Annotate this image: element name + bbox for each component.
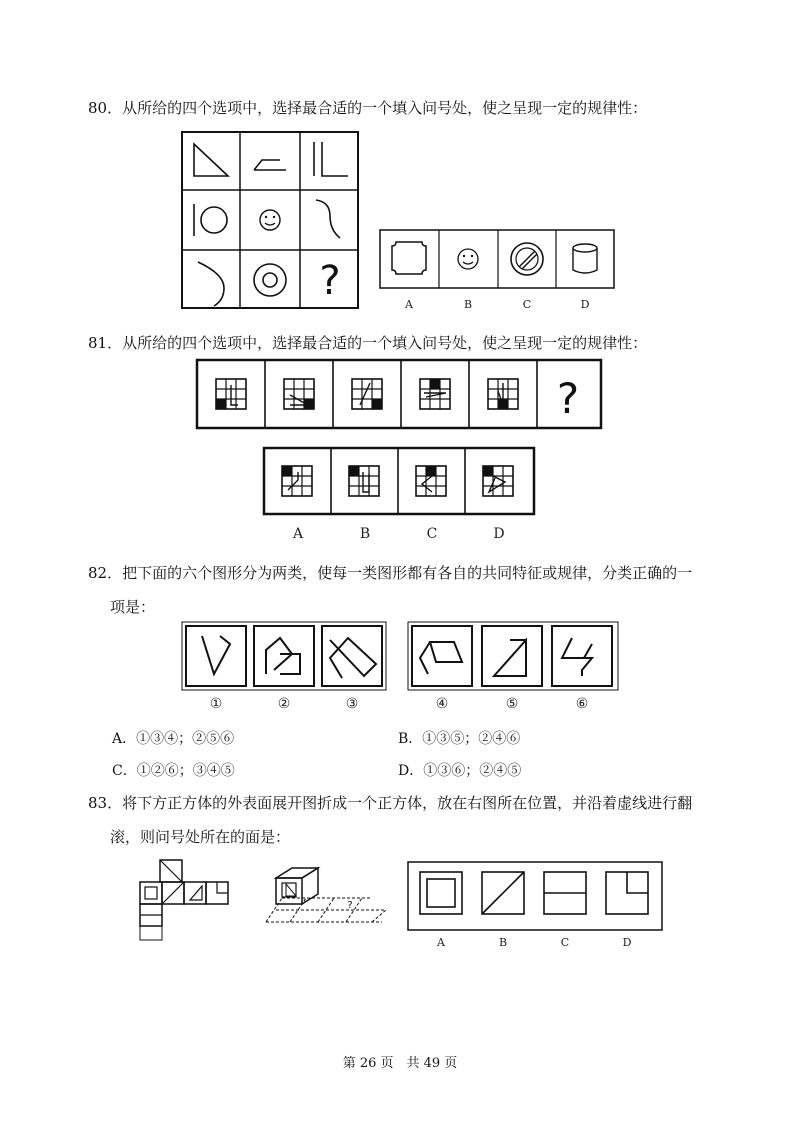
q81-sequence-cell-1 — [216, 379, 246, 409]
q82-stem-line1: 82．把下面的六个图形分为两类，使每一类图形都有各自的共同特征或规律，分类正确的一 — [88, 564, 693, 582]
q82-option-d[interactable]: D．①③⑥；②④⑤ — [398, 763, 522, 779]
q82-figures — [180, 618, 620, 714]
q81-sequence-cell-2 — [284, 379, 314, 409]
q82-figure-label-2: ② — [277, 696, 291, 712]
q80-grid-figure — [180, 130, 360, 310]
q83-option-label-d: D — [622, 936, 632, 949]
q81-option-label-a: A — [292, 526, 304, 542]
q82-option-b[interactable]: B．①③⑤；②④⑥ — [398, 731, 521, 747]
q81-sequence-cell-4 — [420, 379, 450, 409]
q81-sequence-figure — [195, 358, 605, 432]
q80-stem: 80．从所给的四个选项中，选择最合适的一个填入问号处，使之呈现一定的规律性： — [88, 99, 648, 117]
q82-figure-label-1: ① — [209, 696, 223, 712]
q81-option-label-d: D — [493, 526, 505, 542]
q82-figure-label-3: ③ — [345, 696, 359, 712]
q80-option-label-b: B — [463, 298, 473, 311]
q83-question-mark: ? — [347, 900, 353, 911]
q81-option-cell-b — [349, 466, 379, 496]
q81-option-cell-d — [483, 466, 513, 496]
q83-cube-rolling — [262, 862, 392, 938]
q82-figure-label-5: ⑤ — [505, 696, 519, 712]
q83-option-label-c: C — [560, 936, 570, 949]
q83-option-label-b: B — [498, 936, 508, 949]
q80-option-label-d: D — [580, 298, 590, 311]
q80-option-label-a: A — [405, 298, 413, 311]
q81-option-cell-a — [282, 466, 312, 496]
q81-option-cell-c — [416, 466, 446, 496]
q80-options-figure — [378, 228, 618, 312]
q82-figure-label-4: ④ — [435, 696, 449, 712]
q81-question-mark: ? — [556, 374, 580, 423]
q81-option-label-c: C — [426, 526, 438, 542]
q82-stem-line2: 项是： — [110, 598, 156, 616]
q83-stem-line1: 83．将下方正方体的外表面展开图折成一个正方体，放在右图所在位置，并沿着虚线进行翻 — [88, 794, 693, 812]
q80-option-label-c: C — [522, 298, 532, 311]
q83-options-figure — [406, 860, 666, 952]
q81-option-label-b: B — [359, 526, 371, 542]
page-footer: 第 26 页 共 49 页 — [342, 1056, 458, 1071]
q83-stem-line2: 滚，则问号处所在的面是： — [110, 828, 291, 846]
q81-stem: 81．从所给的四个选项中，选择最合适的一个填入问号处，使之呈现一定的规律性： — [88, 334, 648, 352]
q82-option-a[interactable]: A．①③④；②⑤⑥ — [112, 731, 235, 747]
q83-cube-net — [138, 858, 258, 944]
q82-option-c[interactable]: C．①②⑥；③④⑤ — [112, 763, 235, 779]
q81-sequence-cell-3 — [352, 379, 382, 409]
q80-question-mark: ? — [319, 258, 341, 304]
q82-figure-label-6: ⑥ — [575, 696, 589, 712]
q81-options-figure — [262, 446, 538, 542]
q83-option-label-a: A — [437, 936, 445, 949]
q81-sequence-cell-5 — [488, 379, 518, 409]
